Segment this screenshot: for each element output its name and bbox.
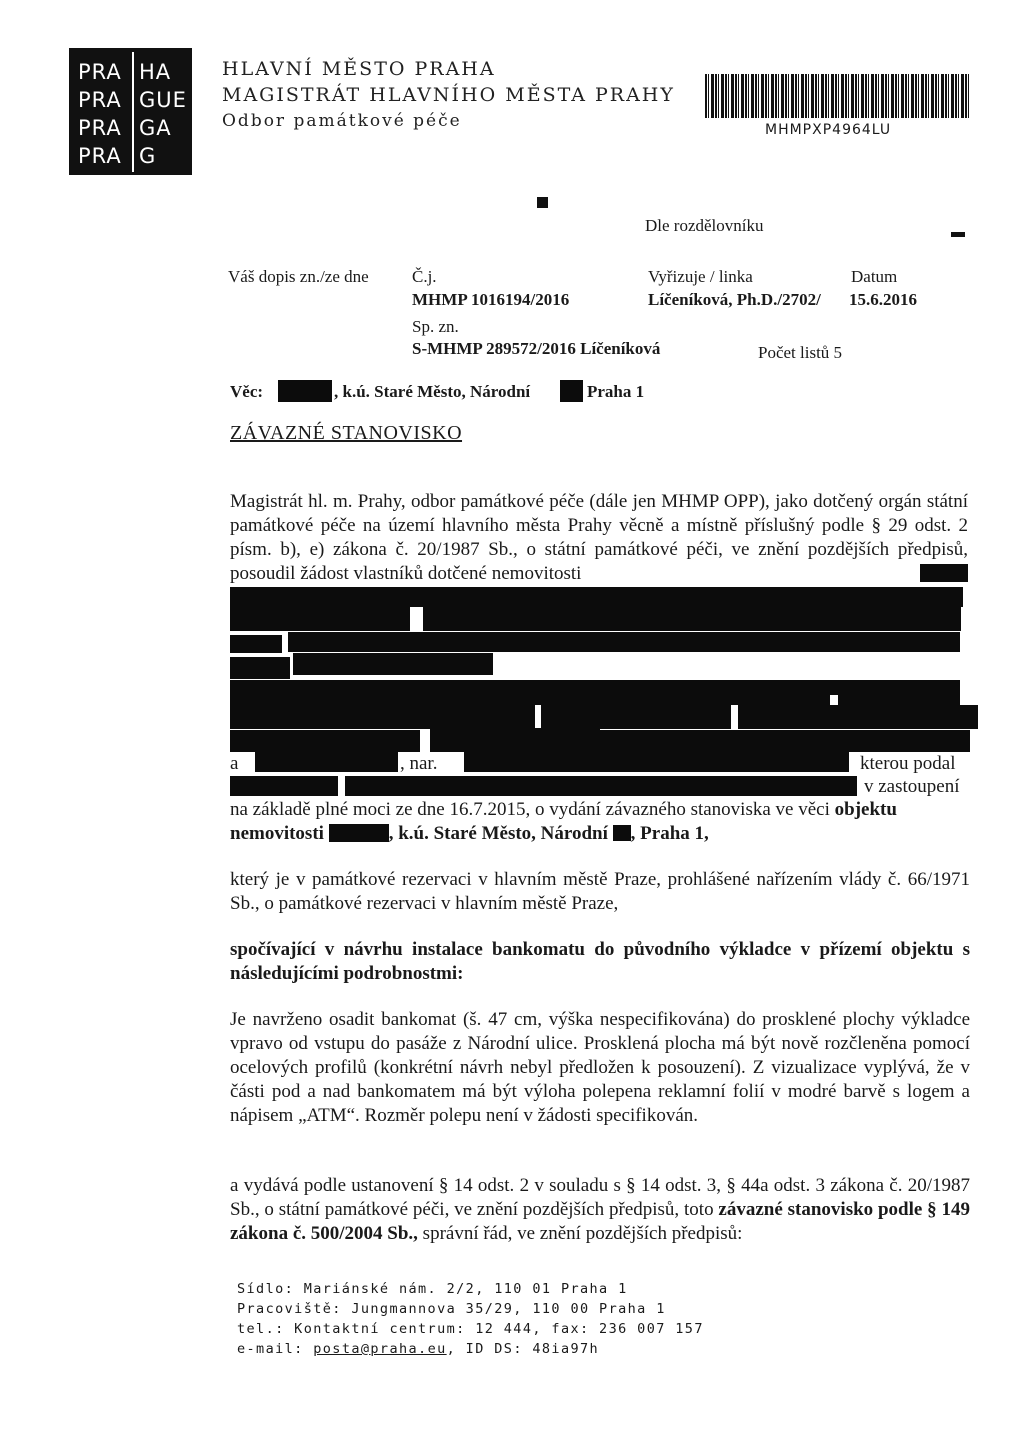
- databox-id: , ID DS: 48ia97h: [446, 1341, 600, 1357]
- cj-value: MHMP 1016194/2016: [412, 290, 570, 309]
- logo-text: G: [139, 144, 157, 168]
- redaction: [738, 705, 978, 729]
- reservation-paragraph: který je v památkové rezervaci v hlavním městě Praze, prohlášené nařízením vlády č. 66/1971 Sb., o památkové rezervaci v hlavním městě Praze,: [230, 869, 970, 914]
- logo-text: PRA: [78, 60, 122, 84]
- redaction: [329, 824, 389, 842]
- text: , k.ú. Staré Město, Národní: [388, 823, 608, 844]
- email-label: e-mail:: [237, 1341, 304, 1357]
- logo-text: PRA: [78, 144, 122, 168]
- logo-row: [69, 86, 192, 117]
- redaction: [600, 730, 970, 752]
- redaction: [293, 653, 493, 675]
- footer-address: Sídlo: Mariánské nám. 2/2, 110 01 Praha 1: [237, 1281, 628, 1297]
- logo-text: PRA: [78, 116, 122, 140]
- property-identification: [230, 823, 709, 845]
- redaction: [430, 728, 600, 752]
- text: správní řád, ve znění pozdějších předpisů:: [422, 1223, 743, 1244]
- redaction: [230, 605, 410, 631]
- redaction: [255, 752, 398, 772]
- text: , Praha 1,: [630, 823, 709, 844]
- scan-mark: [537, 197, 548, 208]
- your-letter-label: Váš dopis zn./ze dne: [228, 267, 369, 286]
- logo-row: [69, 114, 192, 145]
- text: a vydává podle ustanovení § 14 odst. 2 v souladu s § 14 odst. 3, § 44a odst. 3 zákona č. 20/1987 Sb., o státní památkové péči, ve znění pozdějších předpisů, toto: [230, 1175, 970, 1220]
- barcode: [705, 74, 970, 118]
- logo-text: HA: [139, 60, 172, 84]
- redaction: [230, 657, 290, 679]
- logo-text: GA: [139, 116, 172, 140]
- header-magistrate: MAGISTRÁT HLAVNÍHO MĚSTA PRAHY: [222, 84, 675, 106]
- text-and: a: [230, 753, 239, 774]
- intro-paragraph: Magistrát hl. m. Prahy, odbor památkové péče (dále jen MHMP OPP), jako dotčený orgán státní památkové péče na území hlavního města Prahy věcně a místně příslušný podle § 29 odst. 2 písm. b), e) zákona č. 20/1987 Sb., o státní památkové péči, ve znění pozdějších předpisů, posoudil žádost vlastníků dotčené nemovitosti: [230, 491, 968, 584]
- logo-text: PRA: [78, 88, 122, 112]
- email-link[interactable]: posta@praha.eu: [313, 1341, 447, 1357]
- power-of-attorney: [230, 799, 897, 821]
- sheet-count: Počet listů 5: [758, 343, 843, 362]
- text-represented: v zastoupení: [864, 776, 960, 797]
- header-city: HLAVNÍ MĚSTO PRAHA: [222, 58, 496, 80]
- barcode-text: MHMPXP4964LU: [765, 122, 892, 138]
- redaction: [230, 587, 963, 607]
- text-submitted: kterou podal: [860, 753, 956, 774]
- text: objektu: [834, 799, 897, 820]
- text: nemovitosti: [230, 823, 324, 844]
- subject-text: , k.ú. Staré Město, Národní: [334, 382, 531, 401]
- logo-row: [69, 58, 192, 89]
- redaction: [613, 825, 631, 841]
- spzn-label: Sp. zn.: [412, 317, 459, 336]
- redaction: [230, 730, 420, 752]
- redaction: [838, 680, 960, 706]
- date-value: 15.6.2016: [849, 290, 917, 309]
- handler-value: Líčeníková, Ph.D./2702/: [648, 290, 821, 309]
- cj-label: Č.j.: [412, 267, 437, 286]
- redaction: [288, 632, 960, 652]
- footer-workplace: Pracoviště: Jungmannova 35/29, 110 00 Praha 1: [237, 1301, 666, 1317]
- redaction: [230, 695, 830, 705]
- redaction: [230, 776, 338, 796]
- recipient: Dle rozdělovníku: [645, 216, 764, 235]
- redaction: [278, 380, 332, 402]
- logo-text: GUE: [139, 88, 187, 112]
- scan-mark: [951, 232, 965, 237]
- footer-phone: tel.: Kontaktní centrum: 12 444, fax: 236 007 157: [237, 1321, 704, 1337]
- description-paragraph: Je navrženo osadit bankomat (š. 47 cm, výška nespecifikována) do prosklené plochy výkladce vpravo od vstupu do pasáže z Národní ulice. Prosklená plocha má být nově rozčleněna pomocí ocelových profilů (konkrétní návrh nebyl předložen k posouzení). Z vizualizace vyplývá, že v části pod a nad bankomatem má být výloha polepena reklamní folií v modré barvě s logem a nápisem „ATM“. Rozměr polepu není v žádosti specifikován.: [230, 1009, 970, 1126]
- footer-email-line: [237, 1339, 599, 1359]
- date-label: Datum: [851, 267, 898, 286]
- text-born: , nar.: [400, 753, 438, 774]
- subject-city: Praha 1: [587, 382, 645, 401]
- spzn-value: S-MHMP 289572/2016 Líčeníková: [412, 339, 661, 358]
- logo-row: [69, 142, 192, 173]
- redaction: [541, 705, 731, 729]
- redaction: [345, 776, 857, 796]
- text: na základě plné moci ze dne 16.7.2015, o vydání závazného stanoviska ve věci: [230, 799, 830, 820]
- praha-logo: [69, 48, 192, 175]
- decision-paragraph: [230, 1174, 970, 1246]
- subject-label: Věc:: [230, 382, 264, 401]
- handler-label: Vyřizuje / linka: [648, 267, 753, 286]
- text: závazné stanovisko podle § 149 zákona č. 500/2004 Sb.,: [230, 1199, 971, 1244]
- document-title: ZÁVAZNÉ STANOVISKO: [230, 422, 463, 444]
- redaction: [560, 380, 583, 402]
- redaction: [423, 605, 961, 631]
- header-department: Odbor památkové péče: [222, 111, 462, 131]
- redaction: [464, 752, 849, 772]
- redaction: [920, 564, 968, 582]
- redaction: [230, 705, 535, 729]
- proposal-paragraph: spočívající v návrhu instalace bankomatu do původního výkladce v přízemí objektu s následujícími podrobnostmi:: [230, 939, 970, 984]
- redaction: [230, 635, 282, 653]
